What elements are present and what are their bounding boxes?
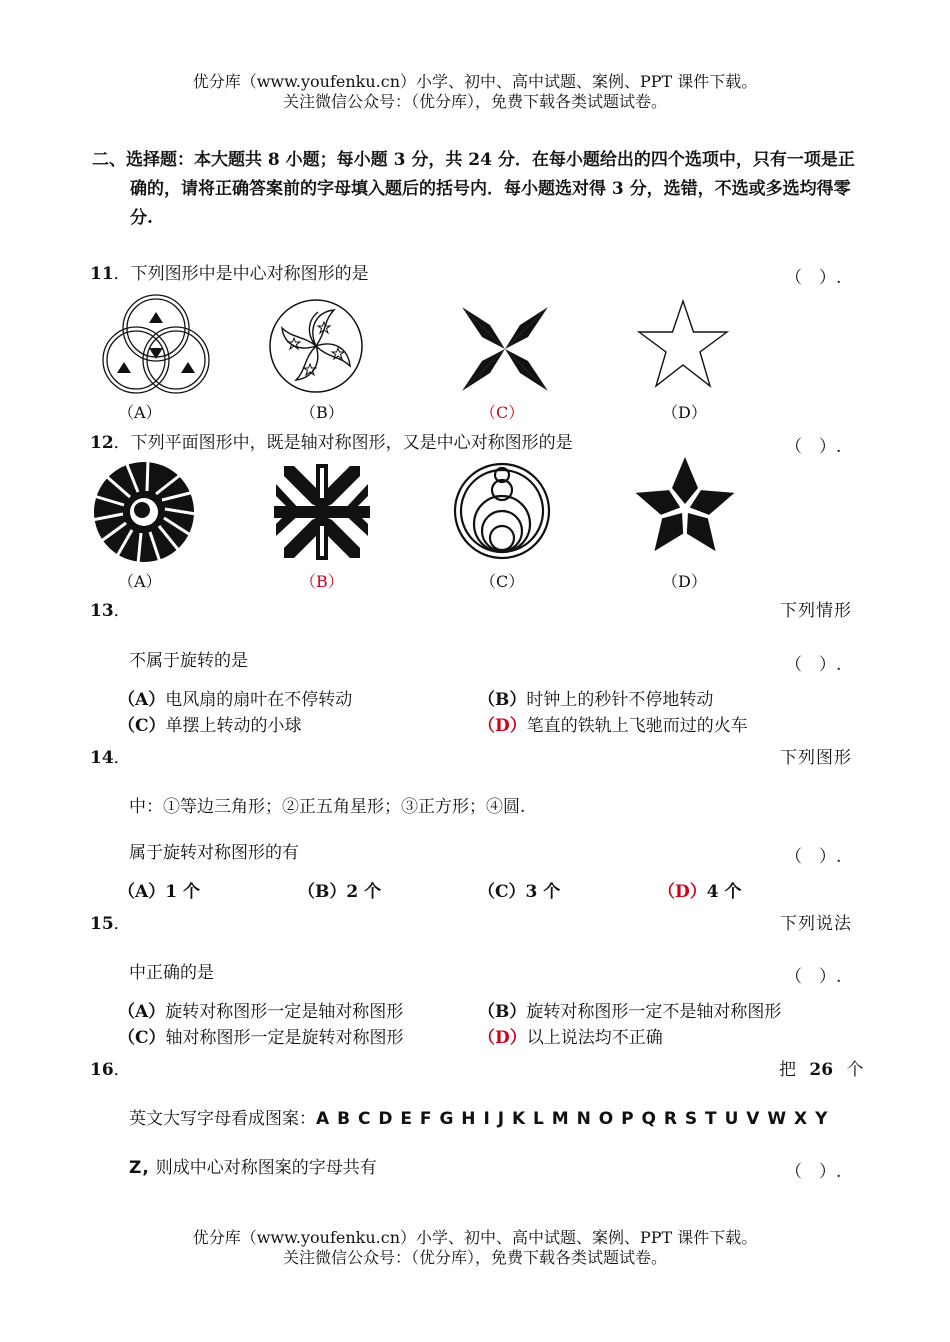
answer-paren-14: （ ）. xyxy=(785,847,842,867)
header-line-1: 优分库（www.youfenku.cn）小学、初中、高中试题、案例、PPT 课件下载。 xyxy=(192,72,758,91)
option-letter: （B） xyxy=(478,1002,527,1022)
option-letter: （C） xyxy=(478,882,526,902)
q11-figure-b-bauhinia-icon xyxy=(268,298,364,394)
footer-line-2: 关注微信公众号：（优分库），免费下载各类试题试卷。 xyxy=(282,1248,667,1267)
q14-option-b xyxy=(298,877,381,902)
question-number: 16 xyxy=(90,1060,114,1080)
q11-figure-d-star-icon xyxy=(636,298,730,390)
option-letter: （D） xyxy=(478,716,527,736)
question-11 xyxy=(90,263,369,285)
option-letter: （B） xyxy=(298,882,347,902)
option-text: 时钟上的秒针不停地转动 xyxy=(526,690,714,710)
option-text: 笔直的铁轨上飞驰而过的火车 xyxy=(526,716,748,736)
q13-option-a xyxy=(118,685,352,710)
option-text: 旋转对称图形一定是轴对称图形 xyxy=(165,1002,404,1022)
answer-paren-13: （ ）. xyxy=(785,655,842,675)
q13-text-right: 下列情形 xyxy=(780,601,852,621)
question-number: 15 xyxy=(90,914,114,934)
q12-figure-b-snowflake-icon xyxy=(272,462,372,562)
question-number: 13 xyxy=(90,601,114,621)
q14-text-line-3: 属于旋转对称图形的有 xyxy=(129,843,299,863)
q15-option-b xyxy=(478,997,781,1022)
option-text: 电风扇的扇叶在不停转动 xyxy=(165,690,353,710)
q12-figure-a-spiral-wheel-icon xyxy=(92,460,196,564)
question-dot: ． xyxy=(113,1060,131,1080)
option-letter: （A） xyxy=(118,690,166,710)
option-letter: （D） xyxy=(478,1028,527,1048)
option-letter: （A） xyxy=(118,1002,166,1022)
option-text: 轴对称图形一定是旋转对称图形 xyxy=(165,1028,404,1048)
option-letter: （A） xyxy=(118,882,166,902)
q16-right-number: 26 xyxy=(809,1060,834,1080)
q14-text-line-2: 中：①等边三角形；②正五角星形；③正方形；④圆. xyxy=(129,797,526,817)
option-letter: （B） xyxy=(478,690,527,710)
option-text: 3 个 xyxy=(525,882,561,902)
q16-text-line-2 xyxy=(129,1108,828,1130)
option-text: 以上说法均不正确 xyxy=(526,1028,663,1048)
q15-option-d-correct xyxy=(478,1023,663,1048)
q12-label-a: （A） xyxy=(118,572,162,591)
question-12 xyxy=(90,432,573,454)
question-number: 12 xyxy=(90,433,114,453)
option-letter: （C） xyxy=(118,716,166,736)
q16-alphabet: A B C D E F G H I J K L M N O P Q R S T U V W X Y xyxy=(316,1109,829,1129)
question-15 xyxy=(90,913,131,935)
question-dot: ． xyxy=(113,914,131,934)
q11-figure-c-four-blade-icon xyxy=(460,305,550,393)
q12-label-b-correct: （B） xyxy=(300,572,344,591)
q12-figure-d-pinwheel-icon xyxy=(630,454,740,564)
question-text: ．下列图形中是中心对称图形的是 xyxy=(113,264,369,284)
q11-figure-a-triquetra-icon xyxy=(98,290,214,392)
option-text: 旋转对称图形一定不是轴对称图形 xyxy=(526,1002,782,1022)
q15-text-line-2: 中正确的是 xyxy=(129,963,214,983)
option-text: 2 个 xyxy=(346,882,382,902)
q13-option-d-correct xyxy=(478,711,748,736)
q15-text-right: 下列说法 xyxy=(780,914,852,934)
q12-figure-c-nested-circles-icon xyxy=(452,458,552,564)
q11-label-b: （B） xyxy=(300,403,344,422)
question-dot: ． xyxy=(113,748,131,768)
q13-text-line-2: 不属于旋转的是 xyxy=(129,651,248,671)
question-13 xyxy=(90,600,131,622)
option-text: 4 个 xyxy=(706,882,742,902)
answer-paren-15: （ ）. xyxy=(785,967,842,987)
question-14 xyxy=(90,747,131,769)
question-number: 14 xyxy=(90,748,114,768)
q16-letter-z: Z, xyxy=(129,1158,150,1178)
q16-right-a: 把 xyxy=(779,1060,796,1080)
q16-line-3-text: 则成中心对称图案的字母共有 xyxy=(155,1158,377,1178)
footer-line-1: 优分库（www.youfenku.cn）小学、初中、高中试题、案例、PPT 课件下载。 xyxy=(192,1228,758,1247)
q16-text-line-3 xyxy=(129,1157,377,1179)
q14-text-right: 下列图形 xyxy=(780,748,852,768)
q11-label-d: （D） xyxy=(662,403,707,422)
question-text: ．下列平面图形中，既是轴对称图形，又是中心对称图形的是 xyxy=(113,433,573,453)
option-text: 1 个 xyxy=(165,882,200,902)
q11-label-a: （A） xyxy=(118,403,162,422)
q15-option-a xyxy=(118,997,403,1022)
answer-paren-12: （ ）. xyxy=(785,437,842,457)
header-line-2: 关注微信公众号：（优分库），免费下载各类试题试卷。 xyxy=(282,92,667,111)
q16-right-b: 个 xyxy=(846,1060,864,1080)
q14-option-c xyxy=(478,877,560,902)
q12-label-c: （C） xyxy=(480,572,525,591)
option-letter: （C） xyxy=(118,1028,166,1048)
q16-text-right xyxy=(779,1059,863,1081)
q14-option-d-correct xyxy=(658,877,742,902)
q12-label-d: （D） xyxy=(662,572,707,591)
question-number: 11 xyxy=(90,264,114,284)
q15-option-c xyxy=(118,1023,404,1048)
q14-option-a xyxy=(118,877,200,902)
answer-paren-11: （ ）. xyxy=(785,268,842,288)
question-16 xyxy=(90,1059,131,1081)
question-dot: ． xyxy=(113,601,131,621)
q16-line-2-prefix: 英文大写字母看成图案： xyxy=(129,1109,316,1129)
q11-label-c-correct: （C） xyxy=(480,403,525,422)
answer-paren-16: （ ）. xyxy=(785,1162,842,1182)
q13-option-b xyxy=(478,685,713,710)
q13-option-c xyxy=(118,711,302,736)
option-text: 单摆上转动的小球 xyxy=(165,716,302,736)
option-letter: （D） xyxy=(658,882,707,902)
section-instructions: 二、选择题：本大题共 8 小题；每小题 3 分，共 24 分．在每小题给出的四个选项中，只有一项是正确的，请将正确答案前的字母填入题后的括号内．每小题选对得 3 分，选错，不选或多选均得零分. xyxy=(92,150,855,228)
